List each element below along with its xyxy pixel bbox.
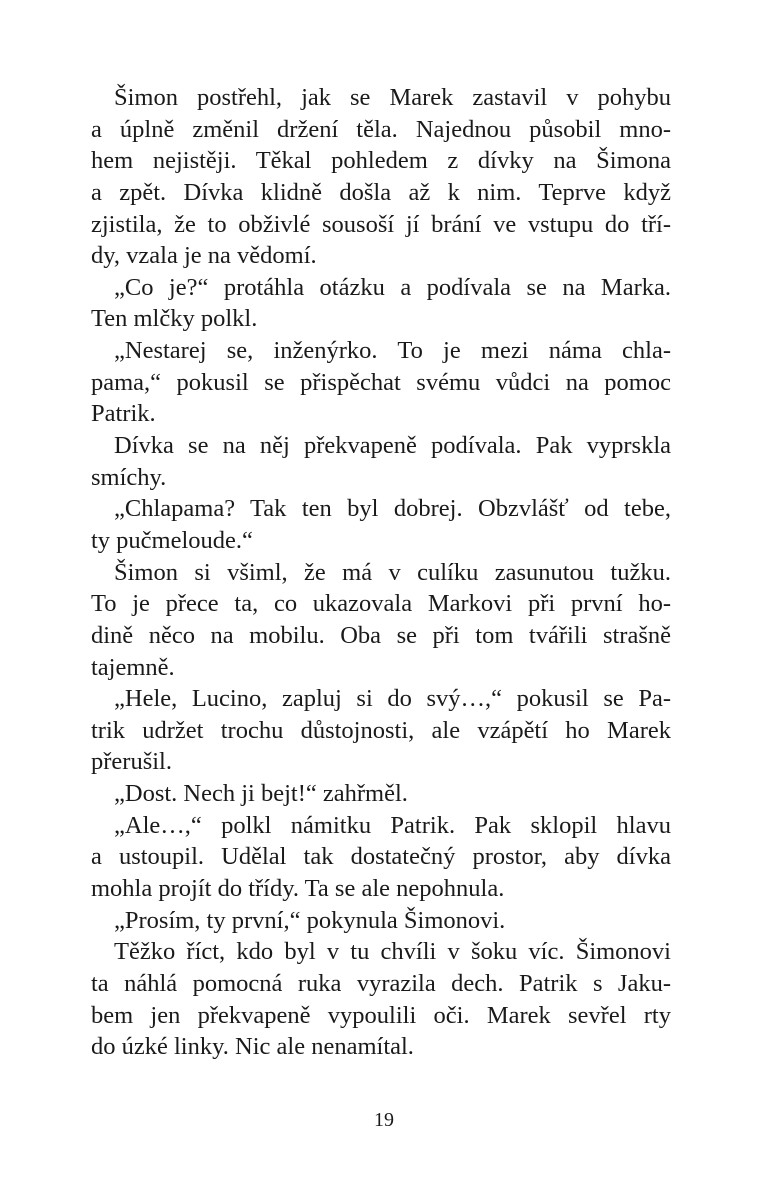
text-line: pama,“ pokusil se přispěchat svému vůdci na pomoc [91,368,671,396]
text-line: do úzké linky. Nic ale nenamítal. [91,1033,414,1061]
text-line: trik udržet trochu důstojnosti, ale vzápětí ho Marek [91,716,671,744]
text-line: a ustoupil. Udělal tak dostatečný prostor, aby dívka [91,843,671,871]
text-line: „Nestarej se, inženýrko. To je mezi náma chla- [114,337,671,365]
text-line: mohla projít do třídy. Ta se ale nepohnula. [91,875,505,903]
text-line: dině něco na mobilu. Oba se při tom tvářili strašně [91,621,671,649]
text-line: Těžko říct, kdo byl v tu chvíli v šoku víc. Šimonovi [114,938,671,966]
text-line: Šimon postřehl, jak se Marek zastavil v pohybu [114,84,671,111]
text-line: Dívka se na něj překvapeně podívala. Pak vyprskla [114,432,671,460]
text-line: „Co je?“ protáhla otázku a podívala se na Marka. [114,273,671,301]
text-line: ty pučmeloude.“ [91,526,253,554]
text-line: dy, vzala je na vědomí. [91,242,317,270]
text-line: „Ale…,“ polkl námitku Patrik. Pak sklopil hlavu [114,811,671,839]
text-line: bem jen překvapeně vypoulili oči. Marek sevřel rty [91,1001,671,1029]
text-line: a zpět. Dívka klidně došla až k nim. Teprve když [91,178,671,206]
page-number: 19 [374,1109,394,1131]
text-line: ta náhlá pomocná ruka vyrazila dech. Patrik s Jaku- [91,969,671,997]
text-line: „Prosím, ty první,“ pokynula Šimonovi. [114,906,506,934]
text-line: zjistila, že to obživlé sousoší jí brání ve vstupu do tří- [91,210,671,238]
text-line: „Hele, Lucino, zapluj si do svý…,“ pokusil se Pa- [114,685,671,713]
text-line: tajemně. [91,653,175,681]
text-line: „Chlapama? Tak ten byl dobrej. Obzvlášť od tebe, [114,495,671,523]
text-line: Ten mlčky polkl. [91,305,258,333]
text-line: To je přece ta, co ukazovala Markovi při první ho- [91,590,671,618]
text-line: hem nejistěji. Těkal pohledem z dívky na Šimona [91,147,671,175]
text-line: a úplně změnil držení těla. Najednou působil mno- [91,115,671,143]
text-line: Patrik. [91,400,156,428]
text-line: „Dost. Nech ji bejt!“ zahřměl. [114,780,408,808]
text-line: přerušil. [91,748,172,776]
text-line: smíchy. [91,463,167,491]
body-text [91,82,671,1063]
text-line: Šimon si všiml, že má v culíku zasunutou tužku. [114,558,671,586]
